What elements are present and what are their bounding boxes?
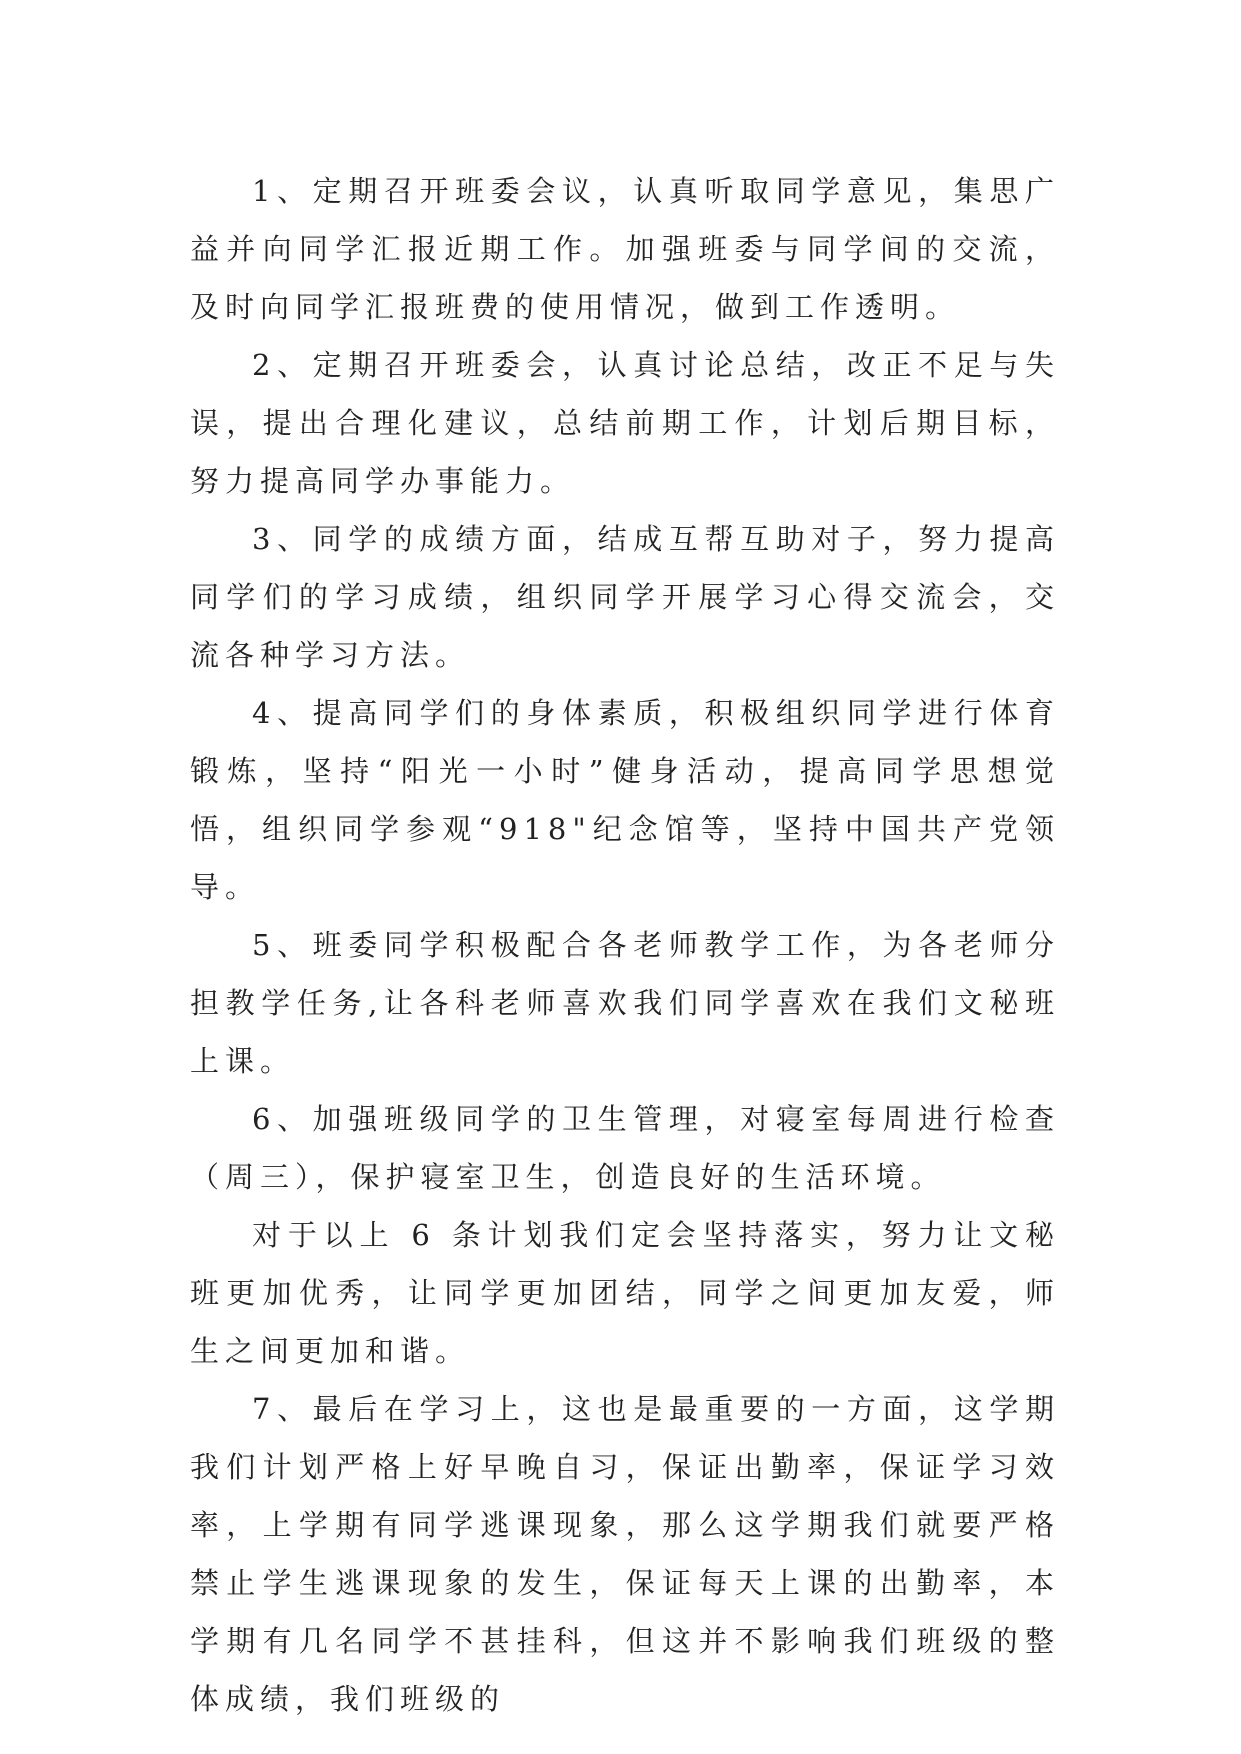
paragraph-3: 3、同学的成绩方面，结成互帮互助对子，努力提高同学们的学习成绩，组织同学开展学习心得交流会，交流各种学习方法。 xyxy=(190,522,1060,672)
document-body xyxy=(190,162,1060,1728)
paragraph-6: 6、加强班级同学的卫生管理，对寝室每周进行检查（周三），保护寝室卫生，创造良好的生活环境。 xyxy=(190,1102,1060,1194)
paragraph-7: 7、最后在学习上，这也是最重要的一方面，这学期我们计划严格上好早晚自习，保证出勤率，保证学习效率，上学期有同学逃课现象，那么这学期我们就要严格禁止学生逃课现象的发生，保证每天上课的出勤率，本学期有几名同学不甚挂科，但这并不影响我们班级的整体成绩，我们班级的 xyxy=(190,1392,1060,1716)
paragraph-1: 1、定期召开班委会议，认真听取同学意见，集思广益并向同学汇报近期工作。加强班委与同学间的交流，及时向同学汇报班费的使用情况，做到工作透明。 xyxy=(190,174,1060,324)
paragraph-summary: 对于以上 6 条计划我们定会坚持落实，努力让文秘班更加优秀，让同学更加团结，同学之间更加友爱，师生之间更加和谐。 xyxy=(190,1218,1060,1368)
paragraph-5: 5、班委同学积极配合各老师教学工作，为各老师分担教学任务,让各科老师喜欢我们同学喜欢在我们文秘班上课。 xyxy=(190,928,1060,1078)
paragraph-2: 2、定期召开班委会，认真讨论总结，改正不足与失误，提出合理化建议，总结前期工作，计划后期目标，努力提高同学办事能力。 xyxy=(190,348,1060,498)
paragraph-4: 4、提高同学们的身体素质，积极组织同学进行体育锻炼，坚持“阳光一小时”健身活动，提高同学思想觉悟，组织同学参观“918"纪念馆等，坚持中国共产党领导。 xyxy=(190,696,1060,904)
